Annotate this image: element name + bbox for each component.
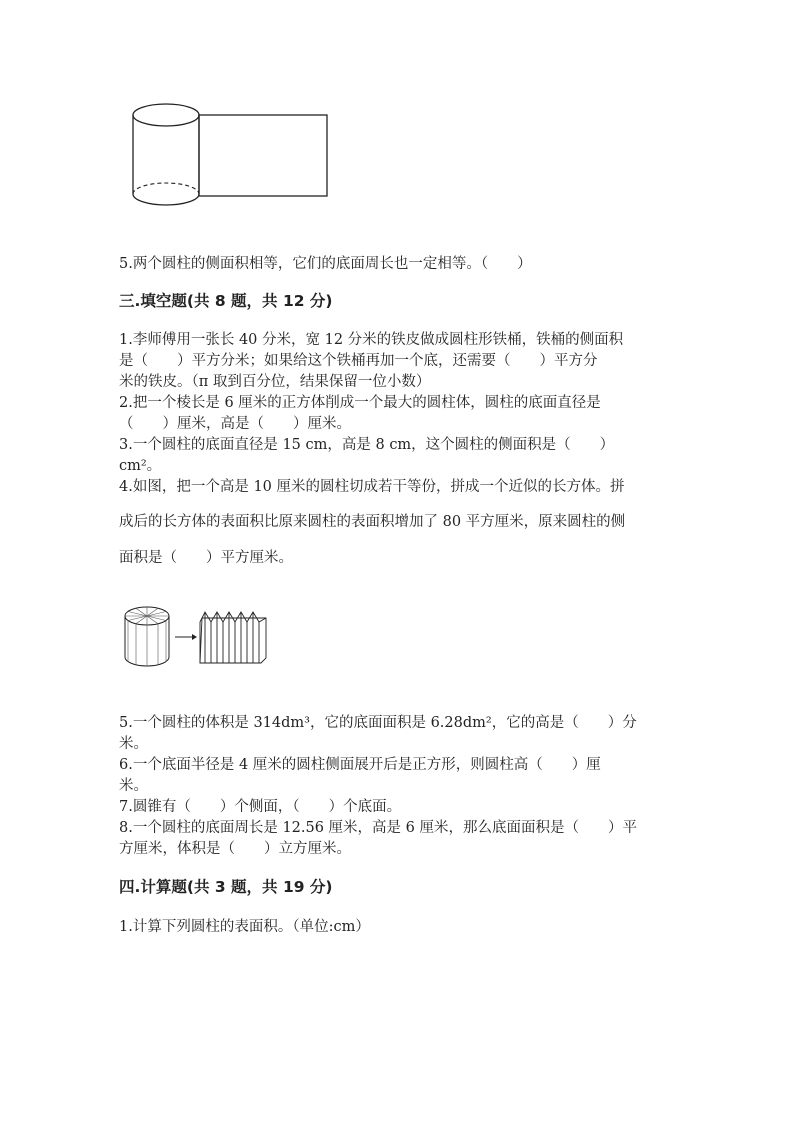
unrolled-rectangle xyxy=(199,115,327,196)
sliced-cylinder xyxy=(125,607,169,666)
cylinder-slices-figure xyxy=(120,600,270,670)
fill-q5-line2: 米。 xyxy=(119,736,148,752)
cylinder-top-ellipse xyxy=(133,104,199,126)
approximate-cuboid xyxy=(200,612,266,663)
fill-q3-line1: 3.一个圆柱的底面直径是 15 cm，高是 8 cm，这个圆柱的侧面积是（ ） xyxy=(119,437,615,453)
fill-q8-line1: 8.一个圆柱的底面周长是 12.56 厘米，高是 6 厘米，那么底面面积是（ ）平 xyxy=(119,820,638,836)
arrow-right-icon xyxy=(175,634,197,640)
fill-q3-line2: cm²。 xyxy=(119,458,162,474)
cylinder-unroll-figure xyxy=(130,100,335,210)
fill-q2-line1: 2.把一个棱长是 6 厘米的正方体削成一个最大的圆柱体，圆柱的底面直径是 xyxy=(119,395,601,411)
section-3-heading: 三.填空题(共 8 题，共 12 分) xyxy=(119,292,333,310)
fill-q4-line3: 面积是（ ）平方厘米。 xyxy=(119,550,293,566)
fill-q1-line2: 是（ ）平方分米；如果给这个铁桶再加一个底，还需要（ ）平方分 xyxy=(119,353,598,369)
fill-q8-line2: 方厘米，体积是（ ）立方厘米。 xyxy=(119,841,351,857)
cylinder-bottom-front xyxy=(133,194,199,205)
fill-q2-line2: （ ）厘米，高是（ ）厘米。 xyxy=(119,416,351,432)
fill-q1-line3: 米的铁皮。（π 取到百分位，结果保留一位小数） xyxy=(119,374,431,390)
fill-q6-line1: 6.一个底面半径是 4 厘米的圆柱侧面展开后是正方形，则圆柱高（ ）厘 xyxy=(119,757,601,773)
fill-q4-line2: 成后的长方体的表面积比原来圆柱的表面积增加了 80 平方厘米，原来圆柱的侧 xyxy=(119,514,626,530)
calc-q1: 1.计算下列圆柱的表面积。（单位:cm） xyxy=(119,919,370,935)
fill-q4-line1: 4.如图，把一个高是 10 厘米的圆柱切成若干等份，拼成一个近似的长方体。拼 xyxy=(119,479,625,495)
fill-q6-line2: 米。 xyxy=(119,778,148,794)
section-4-heading: 四.计算题(共 3 题，共 19 分) xyxy=(119,878,333,896)
tf-question-5: 5.两个圆柱的侧面积相等，它们的底面周长也一定相等。（ ） xyxy=(119,256,532,272)
fill-q1-line1: 1.李师傅用一张长 40 分米，宽 12 分米的铁皮做成圆柱形铁桶，铁桶的侧面积 xyxy=(119,332,624,348)
cylinder-bottom-back-dashed xyxy=(133,183,199,194)
fill-q7: 7.圆锥有（ ）个侧面，（ ）个底面。 xyxy=(119,799,402,815)
fill-q5-line1: 5.一个圆柱的体积是 314dm³，它的底面面积是 6.28dm²，它的高是（ ）分 xyxy=(119,715,637,731)
